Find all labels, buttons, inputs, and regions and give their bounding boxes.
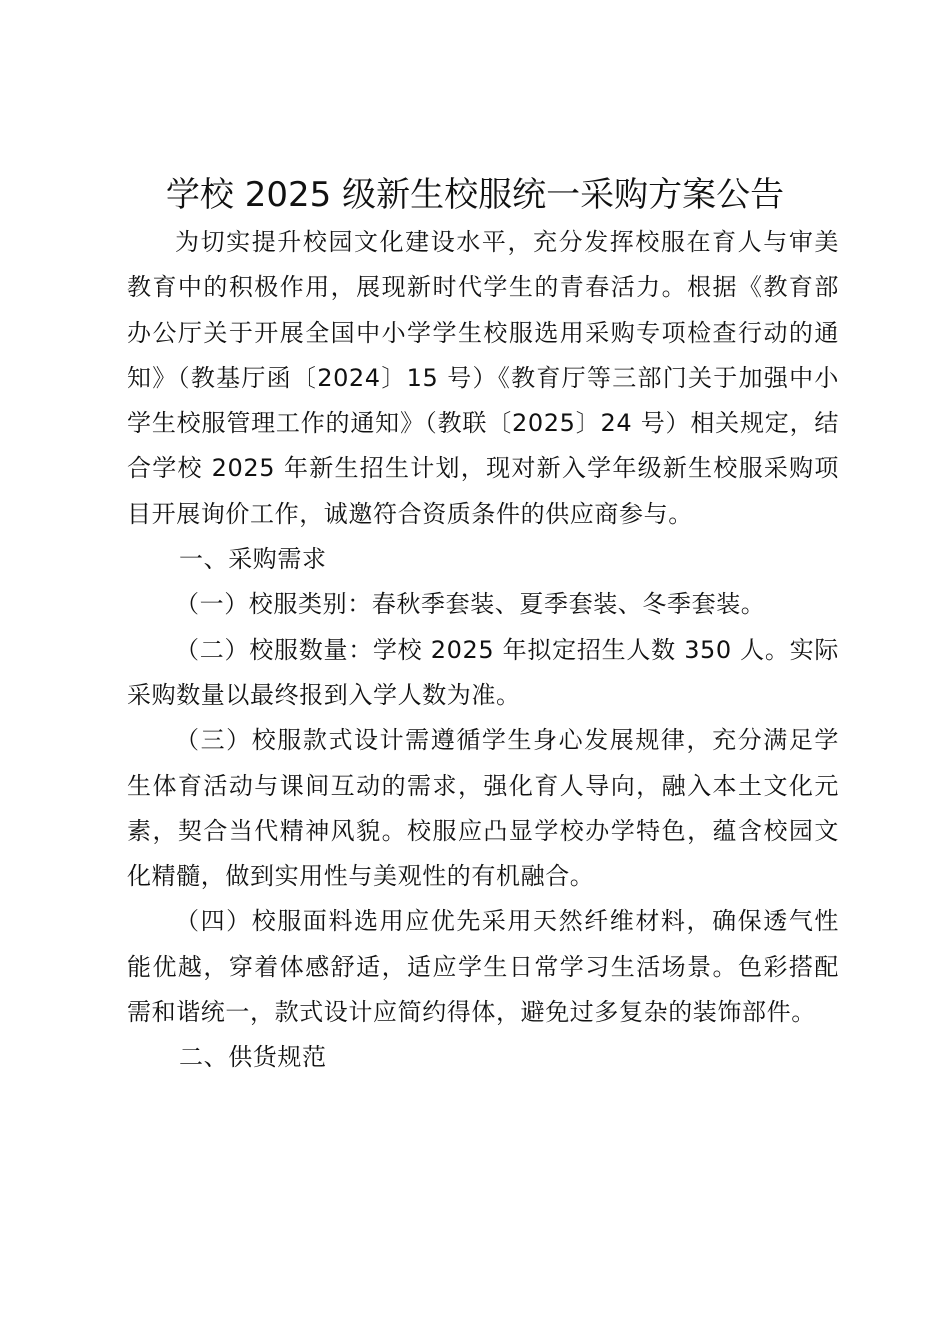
paragraph-uniform-categories: （一）校服类别：春秋季套装、夏季套装、冬季套装。 — [175, 590, 766, 619]
section-heading-supply-standards: 二、供货规范 — [179, 1043, 327, 1072]
section-heading-procurement-needs: 一、采购需求 — [179, 545, 327, 574]
document-title: 学校 2025 级新生校服统一采购方案公告 — [165, 175, 785, 215]
paragraph-uniform-quantity: （二）校服数量：学校 2025 年拟定招生人数 350 人。实际采购数量以最终报到入学人数为准。 — [127, 635, 839, 709]
intro-paragraph: 为切实提升校园文化建设水平，充分发挥校服在育人与审美教育中的积极作用，展现新时代学生的青春活力。根据《教育部办公厅关于开展全国中小学学生校服选用采购专项检查行动的通知》（教基厅函〔2024〕15 号）《教育厅等三部门关于加强中小学生校服管理工作的通知》（教联〔2025〕24 号）相关规定，结合学校 2025 年新生招生计划，现对新入学年级新生校服采购项目开展询价工作，诚邀符合资质条件的供应商参与。 — [127, 228, 839, 528]
paragraph-uniform-fabric: （四）校服面料选用应优先采用天然纤维材料，确保透气性能优越，穿着体感舒适，适应学生日常学习生活场景。色彩搭配需和谐统一，款式设计应简约得体，避免过多复杂的装饰部件。 — [127, 907, 839, 1027]
paragraph-uniform-design: （三）校服款式设计需遵循学生身心发展规律，充分满足学生体育活动与课间互动的需求，强化育人导向，融入本土文化元素，契合当代精神风貌。校服应凸显学校办学特色，蕴含校园文化精髓，做到实用性与美观性的有机融合。 — [127, 726, 839, 891]
document-body — [127, 220, 839, 1081]
